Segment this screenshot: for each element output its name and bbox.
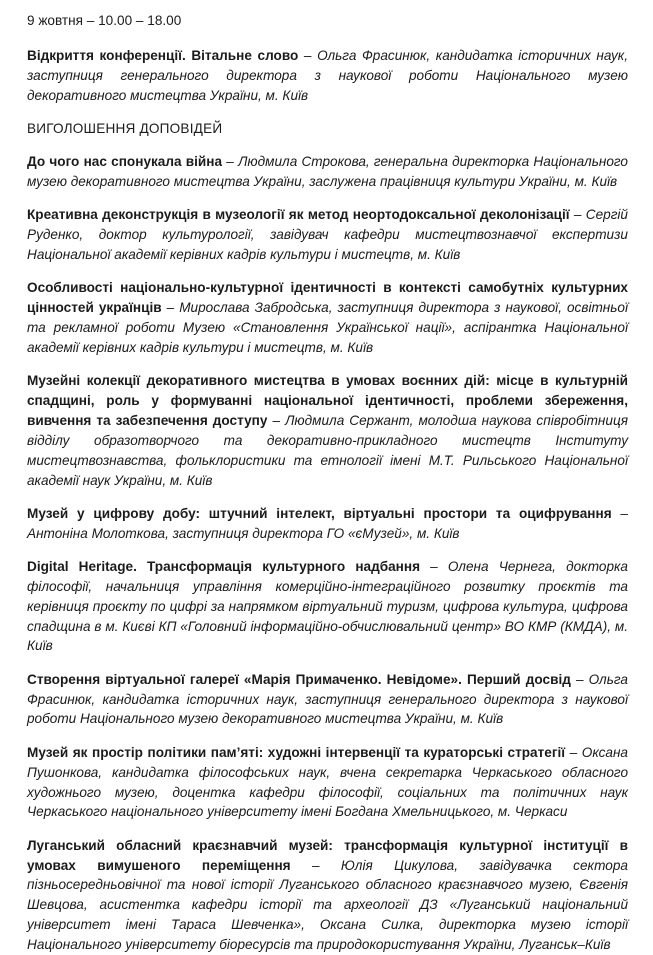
title-speaker-separator: – (161, 300, 180, 316)
talk-title: Креативна деконструкція в музеології як метод неортодоксальної деколонізації (27, 207, 570, 223)
talk-speaker-details: Олена Чернега, докторка філософії, начальниця управління комерційно-інтеграційного розвитку проєктів та керівниця проєкту по цифрі за напрямком віртуальний туризм, цифрова культура, цифрова спадщина в м. Києві КП «Головний інформаційно-обчислювальний центр» ВО КМР (КМДА), м. Київ (27, 559, 628, 654)
talk-speaker-details: Юлія Цикулова, завідувачка сектора пізньосередньовічної та нової історії Луганського обласного краєзнавчого музею, Євгенія Шевцова, асистентка кафедри історії та археології ДЗ «Луганський національний університет імені Тараса Шевченка», Оксана Силка, директорка музею історії Національного університету біоресурсів та природокористування України, Луганськ–Київ (27, 857, 628, 952)
talk-speaker-details: Мирослава Забродська, заступниця директора з наукової, освітньої та рекламної роботи Музею «Становлення Української нації», аспірантка Національної академії керівних кадрів культури і мистецтв, м. Київ (27, 300, 629, 355)
opening-paragraph (27, 46, 628, 106)
title-speaker-separator: – (569, 207, 586, 223)
title-speaker-separator: – (267, 413, 286, 428)
talk-paragraph-7 (27, 670, 628, 730)
talk-paragraph-4 (27, 371, 628, 490)
talk-title: До чого нас спонукала війна (27, 154, 223, 170)
talk-speaker-details: Ольга Фрасинюк, кандидатка історичних наук, заступниця генерального директора з наукової роботи Національного музею декоративного мистецтва України, м. Київ (27, 671, 628, 727)
opening-speaker-details: Ольга Фрасинюк, кандидатка історичних наук, заступниця генерального директора з наукової роботи Національного музею декоративного мистецтва України, м. Київ (27, 47, 628, 103)
talk-title: Музейні колекції декоративного мистецтва в умовах воєнних дій: місце в культурній спадщині, роль у формуванні національної ідентичності, проблеми збереження, вивчення та забезпечення доступу (27, 373, 628, 428)
section-heading: ВИГОЛОШЕННЯ ДОПОВІДЕЙ (27, 120, 223, 136)
title-speaker-separator: – (570, 671, 589, 687)
title-speaker-separator: – (222, 154, 239, 170)
talk-speaker-details: Людмила Сержант, молодша наукова співробітниця відділу образотворчого та декоративно-прикладного мистецтв Інституту мистецтвознавства, фольклористики та етнології імені М.Т. Рильського Національної академії наук України, м. Київ (27, 413, 629, 488)
talk-paragraph-8 (27, 743, 628, 822)
talk-speaker-details: Оксана Пушонкова, кандидатка філософських наук, вчена секретарка Черкаського обласного художнього музею, доцентка кафедри філософії, соціальних та політичних наук Черкаського національного університету імені Богдана Хмельницького, м. Черкаси (27, 744, 628, 820)
date-time-line: 9 жовтня – 10.00 – 18.00 (27, 13, 182, 28)
title-speaker-separator: – (290, 857, 341, 873)
talk-speaker-details: Людмила Строкова, генеральна директорка Національного музею декоративного мистецтва України, заслужена працівниця культури України, м. Київ (27, 154, 628, 190)
opening-title: Відкриття конференції. Вітальне слово (27, 47, 299, 63)
talk-title: Луганський обласний краєзнавчий музей: трансформація культурної інституції в умовах вимушеного переміщення (27, 837, 628, 873)
talk-title: Digital Heritage. Трансформація культурного надбання (27, 559, 421, 575)
talk-speaker-details: Сергій Руденко, доктор культурології, завідувач кафедри мистецтвознавчої експертизи Національної академії керівних кадрів культури і мистецтв, м. Київ (27, 207, 628, 263)
talk-paragraph-6 (27, 557, 628, 656)
title-speaker-separator: – (565, 744, 582, 760)
talk-speaker-details: Антоніна Молоткова, заступниця директора ГО «єМузей», м. Київ (27, 525, 460, 541)
talk-paragraph-2 (27, 205, 628, 265)
talk-paragraph-3 (27, 278, 628, 357)
talk-paragraph-5 (27, 504, 628, 544)
talk-title: Музей як простір політики пам’яті: художні інтервенції та кураторські стратегії (27, 744, 566, 760)
talk-paragraph-9 (27, 836, 628, 955)
title-speaker-separator: – (298, 47, 318, 63)
talk-title: Створення віртуальної галереї «Марія Примаченко. Невідоме». Перший досвід (27, 671, 571, 687)
talk-title: Особливості національно-культурної ідентичності в контексті самобутніх культурних цінностей українців (27, 280, 628, 316)
talk-title: Музей у цифрову добу: штучний інтелект, віртуальні простори та оцифрування (27, 505, 612, 521)
title-speaker-separator: – (420, 559, 448, 575)
talk-paragraph-1 (27, 152, 628, 192)
title-speaker-separator: – (611, 505, 628, 521)
